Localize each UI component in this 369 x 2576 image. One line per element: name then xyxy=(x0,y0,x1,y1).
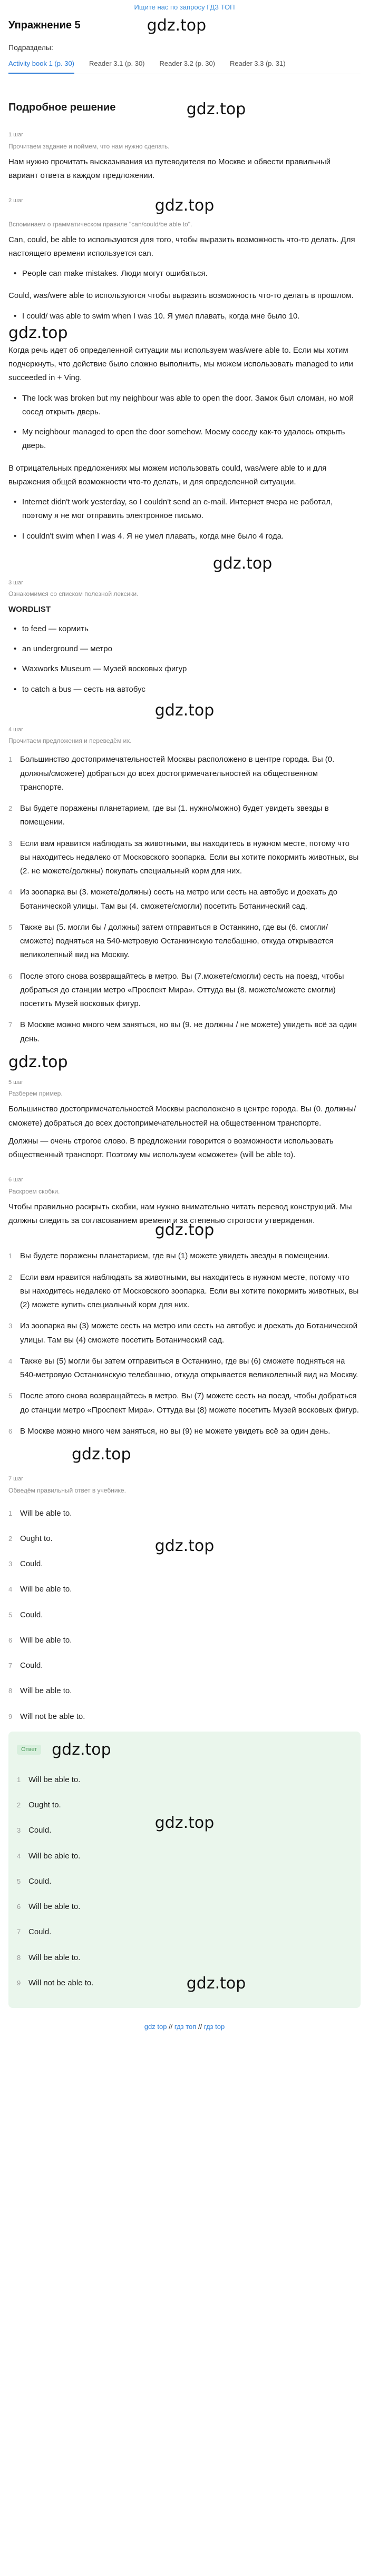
watermark-text: gdz.top xyxy=(154,196,215,215)
exercise-title: Упражнение 5 xyxy=(8,19,81,31)
list-item: 6 Will be able to. xyxy=(8,1635,72,1645)
subsections-label: Подразделы: xyxy=(8,43,53,52)
step-text: Большинство достопримечательностей Москвы расположено в центре города. Вы (0. должны/сможете) добраться до всех достопримечательностей на общественном транспорте. xyxy=(8,1105,356,1128)
list-item: 4 Will be able to. xyxy=(8,1585,72,1594)
step-label: 5 шаг xyxy=(8,1079,24,1086)
list-item: 4 Из зоопарка вы (3. можете/должны) сесть на метро или сесть на автобус и доехать до Ботанической улицы. Там вы (4. сможете/смогли) посетить Ботанический сад. xyxy=(8,888,338,911)
step-text: В отрицательных предложениях мы можем использовать could, was/were able to и для выражения общей возможности что-то делать, и для определенной ситуации. xyxy=(8,463,327,486)
step-text: Когда речь идет об определенной ситуации мы используем was/were able to. Если мы хотим подчеркнуть, что действие было сложно выполнить, мы можем использовать managed to или succeeded in + Ving. xyxy=(8,345,353,383)
watermark-text: gdz.top xyxy=(212,554,273,573)
subsection-tabs xyxy=(8,58,361,74)
watermark xyxy=(124,552,361,575)
list-item: 2 Если вам нравится наблюдать за животными, вы находитесь в нужном месте, потому что вы находитесь недалеко от Московского зоопарка. Если вы хотите покормить животных, вы (2) можете купить специальный корм для них. xyxy=(8,1272,359,1309)
step-3 xyxy=(8,579,361,697)
list-item: 6 В Москве можно много чем заняться, но вы (9) не можете увидеть всё за один день. xyxy=(8,1426,331,1436)
footer-link[interactable]: гдз top xyxy=(203,2023,225,2031)
list-item: 1 Will be able to. xyxy=(8,1508,72,1518)
list-item: 5 Could. xyxy=(17,1876,52,1886)
watermark-text: gdz.top xyxy=(72,1445,131,1464)
list-item: • Waxworks Museum — Музей восковых фигур xyxy=(8,662,361,676)
step-6 xyxy=(8,1176,361,1466)
list-item: • I couldn't swim when I was 4. Я не умел плавать, когда мне было 4 года. xyxy=(8,530,361,543)
footer-links xyxy=(8,2022,361,2032)
bullet-list xyxy=(8,495,361,543)
step-subtitle: Ознакомимся со списком полезной лексики. xyxy=(8,590,139,598)
list-item: 8 Will be able to. xyxy=(17,1953,81,1962)
list-item: 2 Ought to. xyxy=(8,1534,53,1543)
list-item: 4 Также вы (5) могли бы затем отправиться в Останкино, где вы (6) сможете подняться на 540-метровую Останкинскую телебашню, откуда открывается великолепный вид на Москву. xyxy=(8,1356,358,1379)
step-text: Должны — очень строгое слово. В предложении говорится о возможности использовать общественный транспорт. Поэтому мы используем «сможете» (will be able to). xyxy=(8,1136,334,1159)
wordlist xyxy=(8,622,361,697)
list-item: 5 Could. xyxy=(8,1610,43,1619)
step-label: 6 шаг xyxy=(8,1177,24,1183)
list-item: 1 Большинство достопримечательностей Москвы расположено в центре города. Вы (0. должны/сможете) добраться до всех достопримечательностей на общественном транспорте. xyxy=(8,755,335,792)
step-text: Can, could, be able to используются для того, чтобы выразить возможность что-то делать. Для настоящего времени используется can. xyxy=(8,235,355,258)
list-item: • to feed — кормить xyxy=(8,622,361,636)
watermark-text: gdz.top xyxy=(154,701,215,720)
step-subtitle: Разберем пример. xyxy=(8,1090,63,1098)
tab-reader-3-3[interactable]: Reader 3.3 (p. 31) xyxy=(230,59,286,67)
step-label: 1 шаг xyxy=(8,132,24,138)
answer-list xyxy=(17,1773,352,1990)
list-item: 3 Could. xyxy=(8,1559,43,1568)
list-item: • The lock was broken but my neighbour was able to open the door. Замок был сломан, но мой сосед открыть дверь. xyxy=(8,392,361,420)
list-item: 8 Will be able to. xyxy=(8,1686,72,1696)
watermark: gdz.top xyxy=(52,1740,111,1759)
list-item: 7 Could. xyxy=(17,1927,52,1937)
list-item: 2 Вы будете поражены планетарием, где вы (1. нужно/можно) будет увидеть звезды в помещении. xyxy=(8,804,329,827)
step-5 xyxy=(8,1078,361,1162)
tab-reader-3-1[interactable]: Reader 3.1 (p. 30) xyxy=(89,59,145,67)
watermark-text: gdz.top xyxy=(154,1221,215,1240)
tab-activity-book[interactable]: Activity book 1 (p. 30) xyxy=(8,58,74,74)
list-item: 9 Will not be able to. xyxy=(17,1978,94,1987)
list-item: 5 После этого снова возвращайтесь в метро. Вы (7) можете сесть на поезд, чтобы добраться до станции метро «Проспект Мира». Оттуда вы (8) можете посетить Музей восковых фигур. xyxy=(8,1391,359,1415)
list-item: 3 Could. xyxy=(17,1826,52,1835)
list-item: • I could/ was able to swim when I was 10. Я умел плавать, когда мне было 10. xyxy=(8,310,361,323)
list-item: 6 После этого снова возвращайтесь в метро. Вы (7.можете/смогли) сесть на поезд, чтобы добраться до станции метро «Проспект Мира». Оттуда вы (8. можете/можете смогли) посетить Музей восковых фигур. xyxy=(8,971,344,1008)
list-item: 1 Will be able to. xyxy=(17,1775,81,1784)
step-label: 4 шаг xyxy=(8,726,24,733)
list-item: 1 Вы будете поражены планетарием, где вы (1) можете увидеть звезды в помещении. xyxy=(8,1251,330,1261)
watermark xyxy=(8,1050,361,1074)
watermark xyxy=(8,699,361,722)
footer-link[interactable]: гдз топ xyxy=(174,2023,197,2031)
step-text: Нам нужно прочитать высказывания из путеводителя по Москве и обвести правильный вариант ответа в каждом предложении. xyxy=(8,157,331,180)
answer-label: Ответ xyxy=(17,1745,41,1755)
step-subtitle: Прочитаем предложения и переведём их. xyxy=(8,737,132,745)
footer-separator: // xyxy=(198,2023,202,2031)
list-item: 6 Will be able to. xyxy=(17,1902,81,1911)
step-2 xyxy=(8,196,361,543)
watermark xyxy=(8,194,361,217)
step-subtitle: Обведём правильный ответ в учебнике. xyxy=(8,1486,126,1494)
watermark-text: gdz.top xyxy=(8,1052,68,1071)
list-item: 3 Если вам нравится наблюдать за животными, вы находитесь в нужном месте, потому что вы находитесь недалеко от Московского зоопарка. Если вы хотите покормить животных, вы (2. не можете/должны) покупать специальный корм для них. xyxy=(8,839,359,876)
step-label: 7 шаг xyxy=(8,1476,24,1482)
list-item: • Internet didn't work yesterday, so I couldn't send an e-mail. Интернет вчера не работал, поэтому я не мог отправить электронное письмо. xyxy=(8,495,361,523)
step-7 xyxy=(8,1475,361,1724)
step-label: 2 шаг xyxy=(8,197,24,204)
watermark-text: gdz.top xyxy=(186,100,246,118)
step-1 xyxy=(8,131,361,183)
header xyxy=(8,15,361,36)
watermark-text: gdz.top xyxy=(186,1974,246,1993)
list-item: 4 Will be able to. xyxy=(17,1851,81,1861)
footer-link[interactable]: gdz top xyxy=(144,2023,167,2031)
list-item: 7 Could. xyxy=(8,1661,43,1670)
answer-box xyxy=(8,1732,361,2008)
step-subtitle: Вспоминаем о грамматическом правиле "can/could/be able to". xyxy=(8,220,192,228)
list-item: 2 Ought to. xyxy=(17,1801,61,1809)
numbered-list xyxy=(8,1249,361,1438)
step-text: Чтобы правильно раскрыть скобки, нам нужно внимательно читать перевод конструкций. Мы должны следить за согласованием времени и за степенью строгости утверждения. xyxy=(8,1202,352,1225)
step-4 xyxy=(8,725,361,1074)
wordlist-title: WORDLIST xyxy=(8,605,51,614)
top-banner[interactable]: Ищите нас по запросу ГДЗ ТОП xyxy=(134,3,235,11)
list-item: 7 В Москве можно много чем заняться, но вы (9. не должны / не можете) увидеть всё за один день. xyxy=(8,1020,357,1043)
bullet-list xyxy=(8,310,361,323)
step-text: Could, was/were able to используются чтобы выразить возможность что-то делать в прошлом. xyxy=(8,291,354,301)
footer-separator: // xyxy=(169,2023,173,2031)
step-subtitle: Раскроем скобки. xyxy=(8,1187,60,1195)
step-label: 3 шаг xyxy=(8,579,24,586)
bullet-list xyxy=(8,267,361,281)
bullet-list xyxy=(8,392,361,453)
list-item: • People can make mistakes. Люди могут ошибаться. xyxy=(8,267,361,281)
watermark xyxy=(8,321,361,345)
list-item: • My neighbour managed to open the door somehow. Моему соседу как-то удалось открыть дверь. xyxy=(8,425,361,453)
watermark xyxy=(8,1443,361,1466)
watermark-text: gdz.top xyxy=(8,323,68,342)
step-subtitle: Прочитаем задание и поймем, что нам нужно сделать. xyxy=(8,142,170,150)
solution-title: Подробное решение xyxy=(8,102,116,113)
list-item: • an underground — метро xyxy=(8,642,361,656)
list-item: 3 Из зоопарка вы (3) можете сесть на метро или сесть на автобус и доехать до Ботанической улицы. Там вы (4) сможете посетить Ботанический сад. xyxy=(8,1321,358,1345)
watermark: gdz.top xyxy=(147,16,207,35)
list-item: 5 Также вы (5. могли бы / должны) затем отправиться в Останкино, где вы (6. смогли/сможете) подняться на 540-метровую Останкинскую телебашню, откуда открывается великолепный вид на Москву. xyxy=(8,922,334,960)
watermark-text: gdz.top xyxy=(154,1814,215,1832)
watermark-text: gdz.top xyxy=(154,1536,215,1555)
list-item: 9 Will not be able to. xyxy=(8,1712,85,1721)
numbered-list xyxy=(8,753,361,1046)
tab-reader-3-2[interactable]: Reader 3.2 (p. 30) xyxy=(159,59,216,67)
list-item: • to catch a bus — сесть на автобус xyxy=(8,683,361,697)
